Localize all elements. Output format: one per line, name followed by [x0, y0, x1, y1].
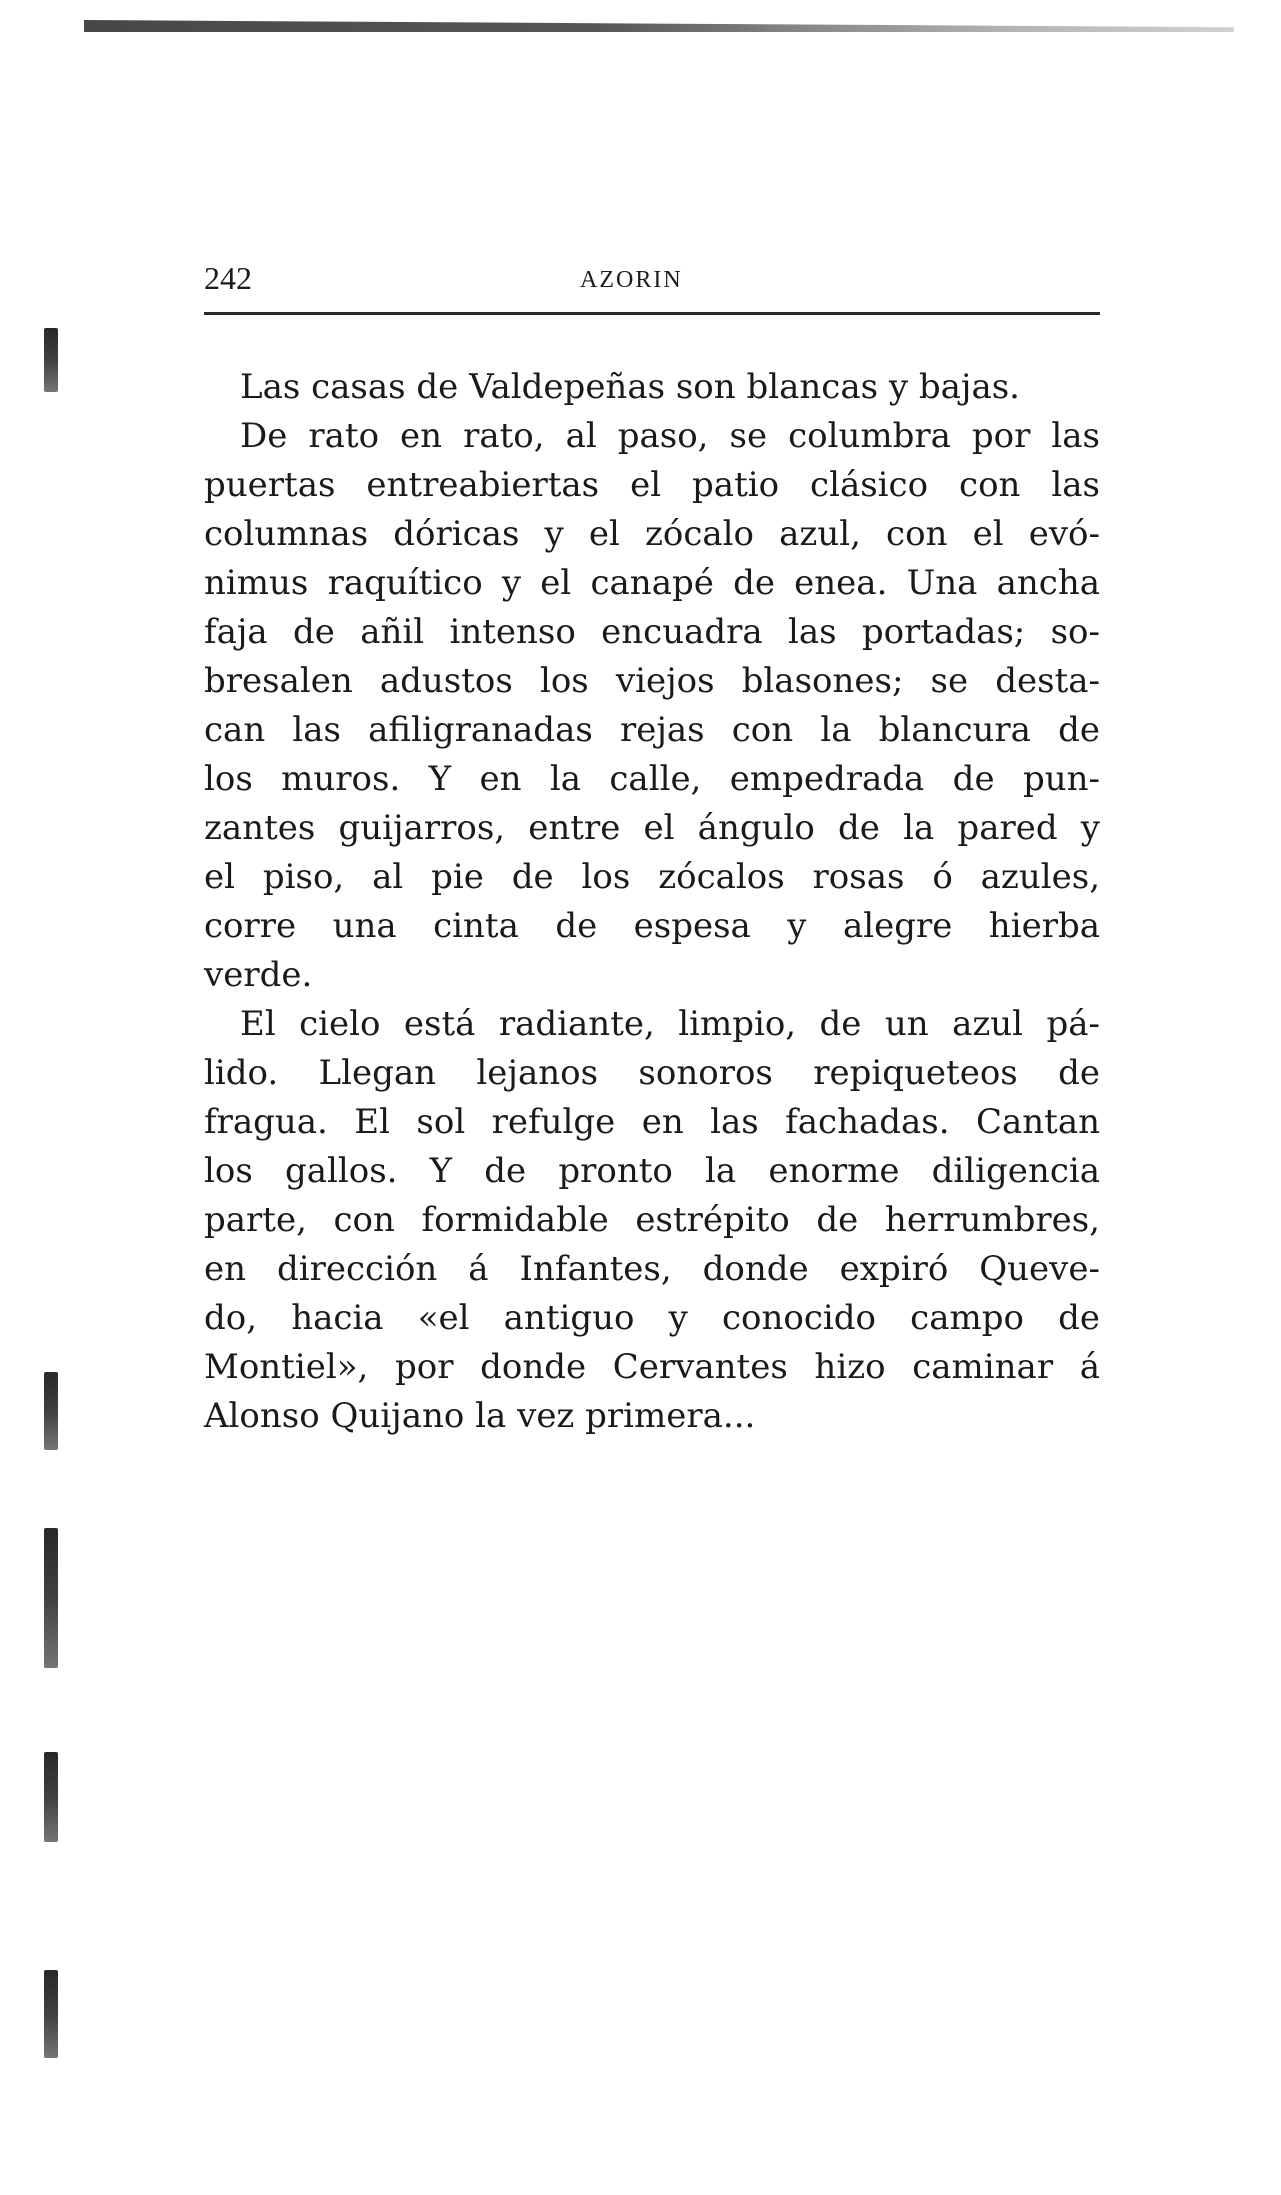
body-text — [204, 363, 1100, 1441]
text-line: columnas dóricas y el zócalo azul, con el evó- — [204, 514, 1100, 554]
running-title: AZORIN — [580, 267, 683, 293]
binding-mark — [44, 1372, 58, 1450]
header-rule — [204, 312, 1100, 315]
page-header — [204, 258, 1100, 298]
paragraph — [204, 1000, 1100, 1441]
text-line: De rato en rato, al paso, se columbra por las — [240, 416, 1100, 456]
scan-top-edge — [84, 20, 1234, 32]
binding-mark — [44, 328, 58, 392]
text-line: do, hacia «el antiguo y conocido campo de — [204, 1298, 1100, 1338]
page-number: 242 — [204, 260, 252, 296]
text-line: can las afiligranadas rejas con la blancura de — [204, 710, 1100, 750]
text-line: Las casas de Valdepeñas son blancas y bajas. — [240, 367, 1020, 407]
text-line: corre una cinta de espesa y alegre hierba — [204, 906, 1100, 946]
text-line: nimus raquítico y el canapé de enea. Una ancha — [204, 563, 1100, 603]
text-line: los gallos. Y de pronto la enorme diligencia — [204, 1151, 1100, 1191]
text-line: Montiel», por donde Cervantes hizo caminar á — [204, 1347, 1100, 1387]
text-line: lido. Llegan lejanos sonoros repiqueteos de — [204, 1053, 1100, 1093]
binding-mark — [44, 1752, 58, 1842]
paragraph — [204, 363, 1100, 412]
text-line: fragua. El sol refulge en las fachadas. Cantan — [204, 1102, 1100, 1142]
text-line: Alonso Quijano la vez primera... — [204, 1396, 756, 1436]
binding-mark — [44, 1528, 58, 1668]
text-line: verde. — [204, 955, 313, 995]
text-line: los muros. Y en la calle, empedrada de pun- — [204, 759, 1100, 799]
text-line: en dirección á Infantes, donde expiró Queve- — [204, 1249, 1100, 1289]
text-line: el piso, al pie de los zócalos rosas ó azules, — [204, 857, 1100, 897]
text-line: El cielo está radiante, limpio, de un azul pá- — [240, 1004, 1100, 1044]
text-line: parte, con formidable estrépito de herrumbres, — [204, 1200, 1100, 1240]
text-line: puertas entreabiertas el patio clásico con las — [204, 465, 1100, 505]
text-line: bresalen adustos los viejos blasones; se desta- — [204, 661, 1100, 701]
binding-mark — [44, 1970, 58, 2058]
text-line: faja de añil intenso encuadra las portadas; so- — [204, 612, 1100, 652]
paragraph — [204, 412, 1100, 1000]
text-line: zantes guijarros, entre el ángulo de la pared y — [204, 808, 1100, 848]
